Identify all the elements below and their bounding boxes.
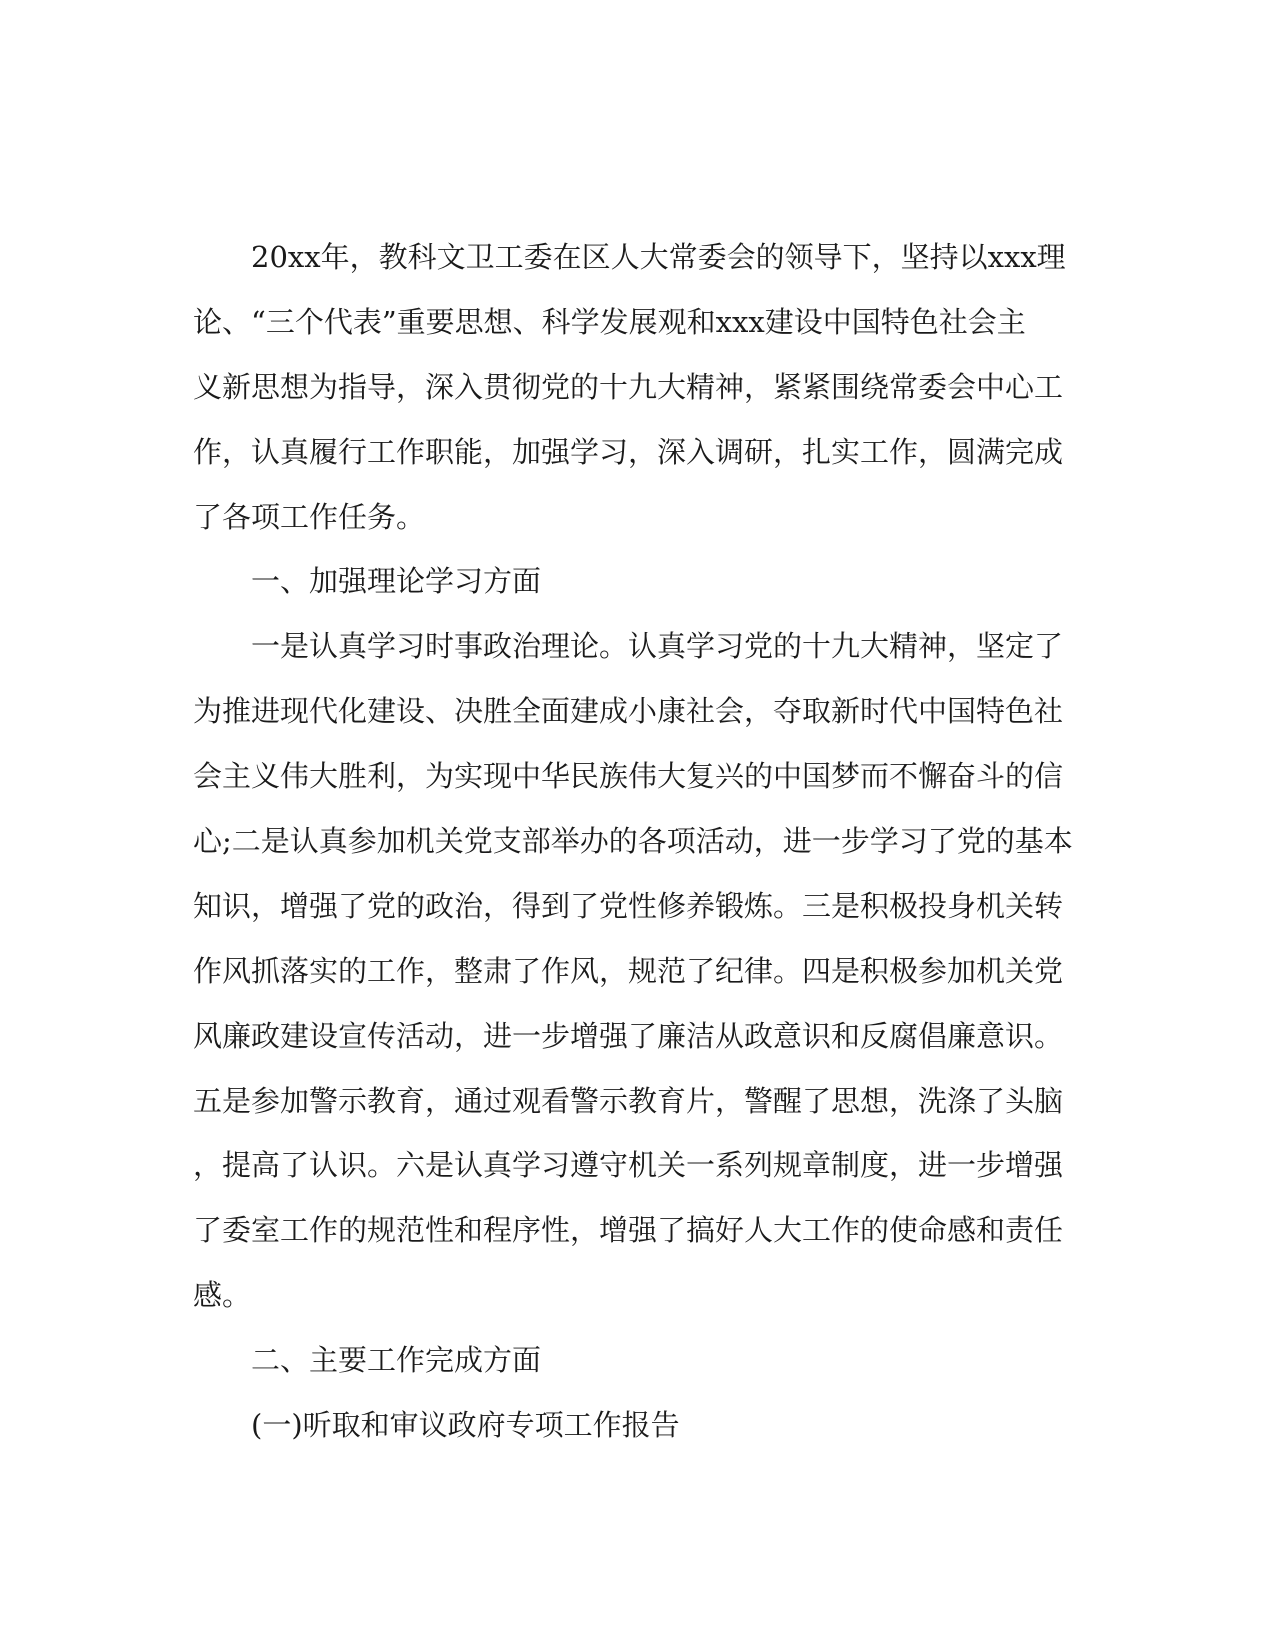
- paragraph-2-line-5: 知识，增强了党的政治，得到了党性修养锻炼。三是积极投身机关转: [193, 888, 1064, 923]
- subsection-heading-1: (一)听取和审议政府专项工作报告: [251, 1408, 680, 1443]
- paragraph-2-line-6: 作风抓落实的工作，整肃了作风，规范了纪律。四是积极参加机关党: [193, 953, 1064, 988]
- paragraph-1-line-4: 作，认真履行工作职能，加强学习，深入调研，扎实工作，圆满完成: [193, 434, 1064, 469]
- paragraph-2-line-2: 为推进现代化建设、决胜全面建成小康社会，夺取新时代中国特色社: [193, 694, 1064, 729]
- paragraph-2-line-3: 会主义伟大胜利，为实现中华民族伟大复兴的中国梦而不懈奋斗的信: [193, 759, 1064, 794]
- section-heading-2: 二、主要工作完成方面: [251, 1343, 542, 1378]
- paragraph-1-line-2: 论、“三个代表”重要思想、科学发展观和xxx建设中国特色社会主: [193, 304, 1026, 339]
- paragraph-2-line-1: 一是认真学习时事政治理论。认真学习党的十九大精神，坚定了: [251, 629, 1064, 664]
- paragraph-1-line-1: 20xx年，教科文卫工委在区人大常委会的领导下，坚持以xxx理: [251, 240, 1066, 274]
- paragraph-2-line-4: 心;二是认真参加机关党支部举办的各项活动，进一步学习了党的基本: [193, 824, 1073, 859]
- paragraph-1-line-3: 义新思想为指导，深入贯彻党的十九大精神，紧紧围绕常委会中心工: [193, 369, 1064, 404]
- paragraph-2-line-11: 感。: [193, 1278, 252, 1313]
- paragraph-2-line-10: 了委室工作的规范性和程序性，增强了搞好人大工作的使命感和责任: [193, 1213, 1064, 1248]
- document-body: [193, 225, 1073, 1458]
- paragraph-1-line-5: 了各项工作任务。: [193, 499, 426, 534]
- paragraph-2-line-8: 五是参加警示教育，通过观看警示教育片，警醒了思想，洗涤了头脑: [193, 1083, 1064, 1118]
- section-heading-1: 一、加强理论学习方面: [251, 564, 542, 599]
- paragraph-2-line-7: 风廉政建设宣传活动，进一步增强了廉洁从政意识和反腐倡廉意识。: [193, 1018, 1064, 1053]
- paragraph-2-line-9: ，提高了认识。六是认真学习遵守机关一系列规章制度，进一步增强: [193, 1148, 1064, 1183]
